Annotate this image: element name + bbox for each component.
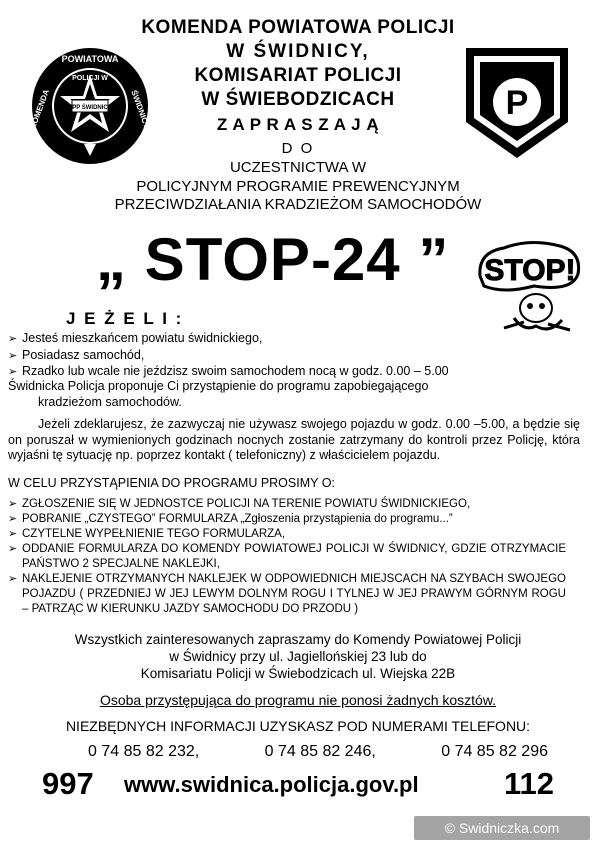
phone-number: 0 74 85 82 232, [88, 743, 200, 760]
invite-line: Wszystkich zainteresowanych zapraszamy do Komendy Powiatowej Policji [74, 632, 522, 647]
ifs-list [8, 331, 588, 381]
stop-cartoon-text: STOP! [484, 254, 576, 287]
ifs-heading: J E Ż E L I : [66, 309, 184, 328]
badge-ring-mid: POLICJI W [72, 75, 108, 82]
header-line-3: KOMISARIAT POLICJI [194, 65, 402, 86]
shield-letter: P [505, 84, 529, 122]
arrow-bullet-icon: ➢ [8, 573, 18, 585]
badge-ring-top: POWIATOWA [61, 54, 119, 64]
arrow-bullet-icon: ➢ [8, 513, 18, 525]
invite-line: w Świdnicy przy ul. Jagiellońskiej 23 lub do [169, 649, 427, 664]
main-title: „ STOP-24 ” [96, 226, 450, 293]
proposal-text-2: kradzieżom samochodów. [38, 395, 182, 409]
header-line-4: W ŚWIEBODZICACH [201, 89, 395, 110]
shield-p-icon [462, 44, 572, 162]
header-line-9: PRZECIWDZIAŁANIA KRADZIEŻOM SAMOCHODÓW [114, 196, 482, 213]
invite-block [10, 631, 586, 682]
emergency-112: 112 [504, 766, 555, 801]
header-line-6: D O [281, 140, 315, 157]
declare-text: Jeżeli zdeklarujesz, że zazwyczaj nie używasz swojego pojazdu w godz. 0.00 –5.00, a będzie się on poruszał w wymienionych godzinach nocnych zostanie zatrzymany do kontroli przez Policję, która wyjaśni tę sytuację np. poprzez kontakt ( telefoniczny) z właścicielem pojazdu. [8, 417, 580, 462]
step-item: ➢ NAKLEJENIE OTRZYMANYCH NAKLEJEK W ODPOWIEDNICH MIEJSCACH NA SZYBACH SWOJEGO POJAZDU ( PRZEDNIEJ W JEJ LEWYM DOLNYM ROGU I TYLNEJ W JEJ PRAWYM GÓRNYM ROGU – PATRZĄC W KIERUNKU JAZDY SAMOCHODU DO PRZODU ) [8, 573, 566, 615]
invite-line: Komisariatu Policji w Świebodzicach ul. Wiejska 22B [140, 666, 456, 681]
arrow-bullet-icon: ➢ [8, 333, 18, 345]
arrow-bullet-icon: ➢ [8, 366, 18, 378]
phone-numbers [88, 743, 548, 761]
stop-cartoon [474, 236, 586, 336]
step-item: ➢ ZGŁOSZENIE SIĘ W JEDNOSTCE POLICJI NA TERENIE POWIATU ŚWIDNICKIEGO, [8, 498, 471, 510]
ifs-item: ➢ Jesteś mieszkańcem powiatu świdnickiego, [8, 331, 588, 348]
police-badge-icon [28, 44, 152, 168]
arrow-bullet-icon: ➢ [8, 349, 18, 362]
arrow-bullet-icon: ➢ [8, 498, 18, 510]
phone-number: 0 74 85 82 296 [441, 743, 548, 760]
watermark: © Swidniczka.com [414, 816, 590, 840]
header-line-1: KOMENDA POWIATOWA POLICJI [141, 17, 455, 38]
header-line-8: POLICYJNYM PROGRAMIE PREWENCYJNYM [136, 178, 460, 195]
badge-plate-text: KPP ŚWIDNICA [67, 105, 113, 111]
stop-cartoon-icon [474, 236, 586, 336]
step-item: ➢ ODDANIE FORMULARZA DO KOMENDY POWIATOWEJ POLICJI W ŚWIDNICY, GDZIE OTRZYMACIE PAŃSTWO 2 SPECJALNE NAKLEJKI, [8, 543, 566, 570]
ifs-item: ➢ Posiadasz samochód, [8, 348, 588, 365]
header-line-5: Z A P R A S Z A J Ą [216, 115, 380, 134]
header-line-7: UCZESTNICTWA W [229, 159, 367, 176]
proposal-text: Świdnicka Policja proponuje Ci przystąpienie do programu zapobiegającego [8, 379, 429, 393]
steps-list [8, 497, 566, 617]
phone-number: 0 74 85 82 246, [264, 743, 376, 760]
police-badge-logo [28, 44, 152, 168]
arrow-bullet-icon: ➢ [8, 528, 18, 540]
header-line-2: W ŚWIDNICY, [226, 41, 370, 62]
steps-heading: W CELU PRZYSTĄPIENIA DO PROGRAMU PROSIMY O: [8, 476, 335, 490]
phones-heading: NIEZBĘDNYCH INFORMACJI UZYSKASZ POD NUMERAMI TELEFONU: [65, 718, 531, 734]
step-item: ➢ POBRANIE „CZYSTEGO” FORMULARZA „Zgłoszenia przystąpienia do programu...” [8, 513, 453, 525]
badge-ring-left: KOMENDA [28, 88, 51, 131]
emergency-997: 997 [42, 766, 94, 801]
arrow-bullet-icon: ➢ [8, 543, 18, 555]
parking-shield-logo [462, 44, 572, 162]
no-cost-note: Osoba przystępująca do programu nie ponosi żadnych kosztów. [99, 692, 497, 708]
ifs-item: ➢ Rzadko lub wcale nie jeździsz swoim samochodem nocą w godz. 0.00 – 5.00 [8, 364, 588, 381]
step-item: ➢ CZYTELNE WYPEŁNIENIE TEGO FORMULARZA, [8, 528, 286, 540]
website-url[interactable]: www.swidnica.policja.gov.pl [124, 772, 419, 797]
badge-ring-right: ŚWIDNICY [129, 88, 152, 130]
